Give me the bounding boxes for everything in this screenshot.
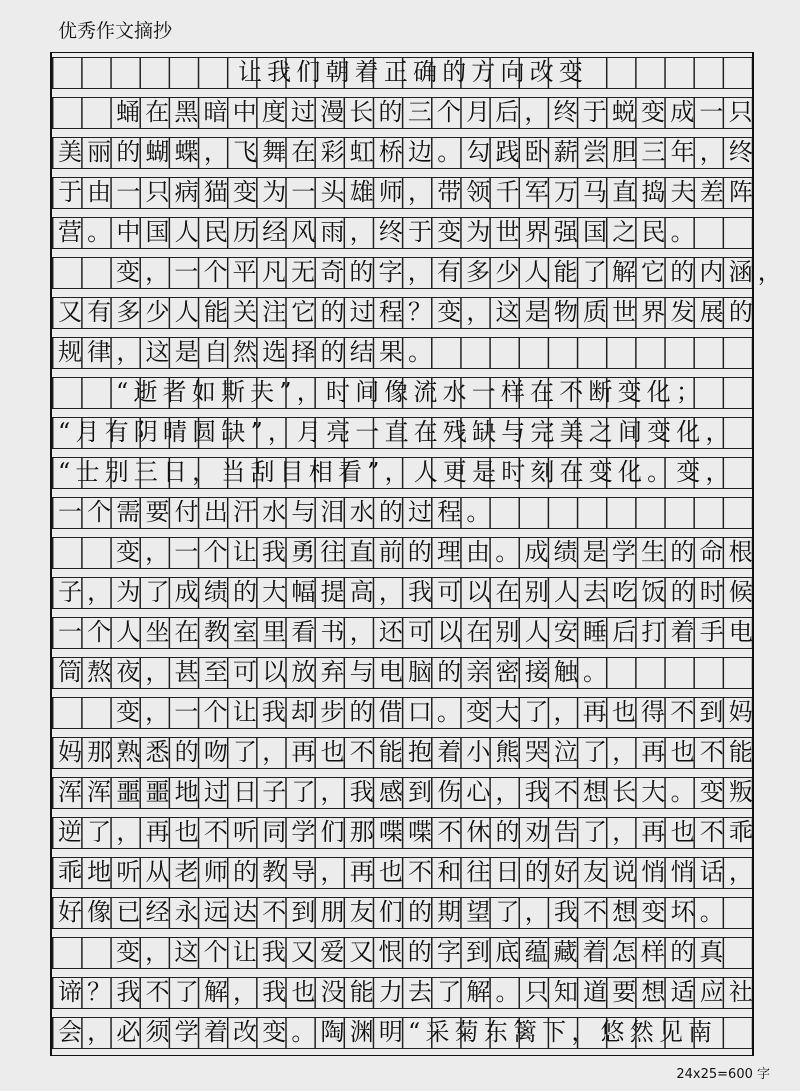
text-row <box>52 257 787 289</box>
text-row <box>52 497 752 529</box>
row-text: 筒熬夜，甚至可以放弃与电脑的亲密接触。 <box>58 658 613 686</box>
text-row <box>52 737 759 769</box>
text-row <box>52 977 759 1009</box>
row-text: 好像已经永远达不到朋友们的期望了，我不想变坏。 <box>58 898 729 926</box>
row-text: 子，为了成绩的大幅提高，我可以在别人去吃饭的时候 <box>58 578 759 606</box>
row-text: 变，一个让我却步的借口。变大了，再也得不到妈 <box>116 698 758 726</box>
text-row <box>52 577 759 609</box>
row-text: 美丽的蝴蝶，飞舞在彩虹桥边。勾践卧薪尝胆三年，终 <box>58 138 759 166</box>
row-text: “月有阴晴圆缺”，月亮一直在残缺与完美之间变化， <box>58 418 735 446</box>
header-title: 优秀作文摘抄 <box>58 20 173 42</box>
text-row <box>52 817 759 849</box>
text-row <box>52 217 752 249</box>
row-text: “逝者如斯夫”，时间像流水一样在不断变化； <box>116 378 706 406</box>
text-row <box>52 897 752 929</box>
row-text: 规律，这是自然选择的结果。 <box>58 338 438 366</box>
text-row <box>52 137 759 169</box>
row-text: 于由一只病猫变为一头雄师，带领千军万马直捣夫差阵 <box>58 178 759 206</box>
row-text: 会，必须学着改变。陶渊明“采菊东篱下，悠然见南 <box>58 1018 718 1046</box>
text-row <box>52 97 758 129</box>
text-row <box>52 377 752 409</box>
title-row <box>52 57 752 89</box>
row-text: 浑浑噩噩地过日子了，我感到伤心，我不想长大。变叛 <box>58 778 759 806</box>
row-text: “士别三日，当刮目相看”，人更是时刻在变化。变， <box>58 458 735 486</box>
row-text: 又有多少人能关注它的过程？变，这是物质世界发展的 <box>58 298 759 326</box>
text-row <box>52 697 758 729</box>
row-text: 谛？我不了解，我也没能力去了解。只知道要想适应社 <box>58 978 759 1006</box>
text-row <box>52 777 759 809</box>
text-row <box>52 457 752 489</box>
text-row <box>52 1017 752 1049</box>
character-count: 24x25=600 字 <box>676 1067 770 1082</box>
row-text: 一个需要付出汗水与泪水的过程。 <box>58 498 496 526</box>
text-row <box>52 657 752 689</box>
row-text: 逆了，再也不听同学们那喋喋不休的劝告了，再也不乖 <box>58 818 759 846</box>
text-row <box>52 417 752 449</box>
row-text: 营。中国人民历经风雨，终于变为世界强国之民。 <box>58 218 700 246</box>
text-row <box>52 537 758 569</box>
text-row <box>52 937 752 969</box>
text-row <box>52 297 759 329</box>
row-text: 变，这个让我又爱又恨的字到底蕴藏着怎样的真 <box>116 938 729 966</box>
row-text: 一个人坐在教室里看书，还可以在别人安睡后打着手电 <box>58 618 759 646</box>
text-row <box>52 337 752 369</box>
text-row <box>52 177 759 209</box>
text-row <box>52 857 759 889</box>
essay-title: 让我们朝着正确的方向改变 <box>238 58 589 86</box>
row-text: 变，一个平凡无奇的字，有多少人能了解它的内涵， <box>116 258 787 286</box>
row-text: 变，一个让我勇往直前的理由。成绩是学生的命根 <box>116 538 758 566</box>
row-text: 妈那熟悉的吻了，再也不能抱着小熊哭泣了，再也不能 <box>58 738 759 766</box>
composition-grid <box>50 52 787 1056</box>
text-row <box>52 617 759 649</box>
row-text: 蛹在黑暗中度过漫长的三个月后，终于蜕变成一只 <box>116 98 758 126</box>
row-text: 乖地听从老师的教导，再也不和往日的好友说悄悄话， <box>58 858 759 886</box>
